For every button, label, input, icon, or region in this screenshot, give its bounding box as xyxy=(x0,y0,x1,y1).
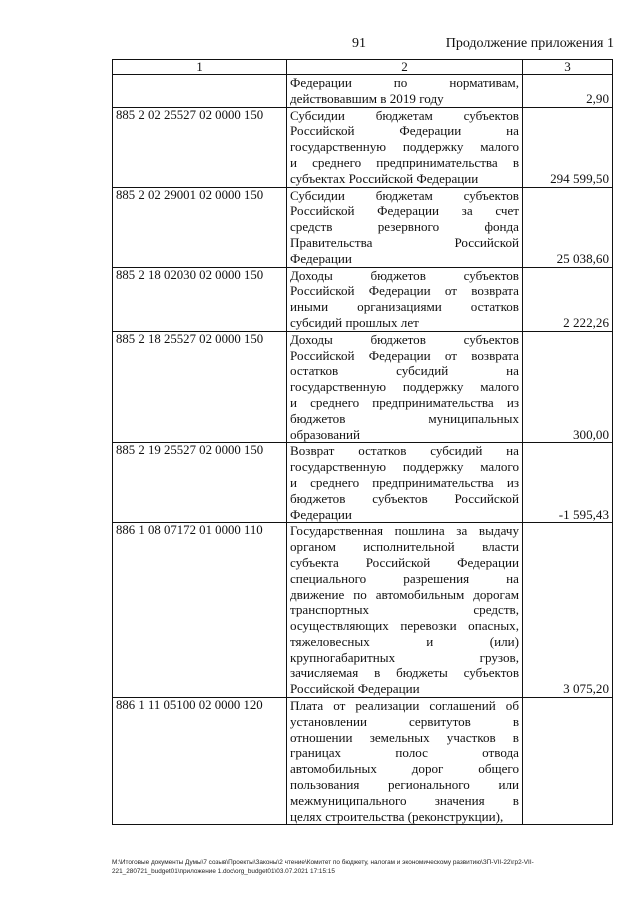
table-row xyxy=(113,523,613,698)
income-name-line: Российской Федерации xyxy=(290,681,420,697)
income-name-line: и среднего предпринимательства из xyxy=(290,394,519,410)
income-name-line: субъектах Российской Федерации xyxy=(290,170,479,186)
header-row xyxy=(113,60,613,75)
income-name-cell xyxy=(287,331,523,443)
income-code-cell xyxy=(113,75,287,108)
income-code-cell: 886 1 08 07172 01 0000 110 xyxy=(113,523,287,698)
table-row xyxy=(113,331,613,443)
income-name-line: Российской Федерации за счет xyxy=(290,203,519,219)
amount-cell: 294 599,50 xyxy=(523,107,613,187)
table-row xyxy=(113,698,613,825)
income-name-line: средств резервного фонда xyxy=(290,219,519,235)
income-name-line: пользования регионального или xyxy=(290,777,519,793)
income-name-line: транспортных средств, xyxy=(290,602,519,618)
income-name-cell xyxy=(287,187,523,267)
table-row xyxy=(113,187,613,267)
income-code-cell: 885 2 19 25527 02 0000 150 xyxy=(113,443,287,523)
income-name-line: Доходы бюджетов субъектов xyxy=(290,331,519,347)
table-row xyxy=(113,75,613,108)
income-name-line: осуществляющих перевозки опасных, xyxy=(290,618,519,634)
amount-cell: 3 075,20 xyxy=(523,523,613,698)
amount-cell: 2,90 xyxy=(523,75,613,108)
file-path-footer: M:\Итоговые документы Думы\7 созыв\Проекты\Законы\2 чтение\Комитет по бюджету, налогам и экономическому развитию\ЗП-VII-22\гр2-VII-221_280721_budget01\приложение 1.doc\org_budget01\03.07.2021 17:15:15 xyxy=(112,859,534,875)
income-name-cell xyxy=(287,75,523,108)
income-name-line: действовавшим в 2019 году xyxy=(290,90,444,106)
budget-table xyxy=(112,59,613,825)
income-name-line: специального разрешения на xyxy=(290,570,519,586)
income-name-line: и среднего предпринимательства из xyxy=(290,474,519,490)
income-name-line: автомобильных дорог общего xyxy=(290,761,519,777)
page-number: 91 xyxy=(352,36,366,51)
income-name-line: целях строительства (реконструкции), xyxy=(290,808,504,824)
income-name-line: Российской Федерации от возврата xyxy=(290,347,519,363)
income-name-line: Российской Федерации на xyxy=(290,123,519,139)
income-name-line: Государственная пошлина за выдачу xyxy=(290,523,519,539)
income-name-line: Субсидии бюджетам субъектов xyxy=(290,187,519,203)
income-name-line: субъекта Российской Федерации xyxy=(290,554,519,570)
table-row xyxy=(113,443,613,523)
income-name-line: Субсидии бюджетам субъектов xyxy=(290,107,519,123)
amount-cell: 25 038,60 xyxy=(523,187,613,267)
income-name-cell xyxy=(287,267,523,331)
income-name-line: субсидий прошлых лет xyxy=(290,314,419,330)
income-name-line: бюджетов муниципальных xyxy=(290,410,519,426)
continuation-label: Продолжение приложения 1 xyxy=(445,36,614,51)
income-name-line: Правительства Российской xyxy=(290,234,519,250)
income-name-line: Плата от реализации соглашений об xyxy=(290,698,519,714)
table-header xyxy=(113,60,613,75)
income-name-line: Российской Федерации от возврата xyxy=(290,283,519,299)
income-code-cell: 885 2 18 02030 02 0000 150 xyxy=(113,267,287,331)
income-name-line: и среднего предпринимательства в xyxy=(290,154,519,170)
income-name-line: установлении сервитутов в xyxy=(290,713,519,729)
table-row xyxy=(113,267,613,331)
income-name-line: границах полос отвода xyxy=(290,745,519,761)
income-name-line: тяжеловесных и (или) xyxy=(290,633,519,649)
amount-cell: -1 595,43 xyxy=(523,443,613,523)
income-name-line: Федерации по нормативам, xyxy=(290,75,519,90)
income-name-line: государственную поддержку малого xyxy=(290,379,519,395)
income-code-cell: 886 1 11 05100 02 0000 120 xyxy=(113,698,287,825)
income-name-line: образований xyxy=(290,426,361,442)
income-name-line: межмуниципального значения в xyxy=(290,792,519,808)
column-header-name: 2 xyxy=(287,60,523,75)
income-code-cell: 885 2 02 25527 02 0000 150 xyxy=(113,107,287,187)
income-name-line: крупногабаритных грузов, xyxy=(290,649,519,665)
income-name-line: государственную поддержку малого xyxy=(290,139,519,155)
income-name-line: Федерации xyxy=(290,250,352,266)
income-name-line: Возврат остатков субсидий на xyxy=(290,443,519,459)
income-name-line: движение по автомобильным дорогам xyxy=(290,586,519,602)
table-body xyxy=(113,75,613,825)
amount-cell: 2 222,26 xyxy=(523,267,613,331)
income-name-line: Федерации xyxy=(290,506,352,522)
income-name-line: Доходы бюджетов субъектов xyxy=(290,267,519,283)
income-name-line: зачисляемая в бюджеты субъектов xyxy=(290,665,519,681)
column-header-amount: 3 xyxy=(523,60,613,75)
income-code-cell: 885 2 18 25527 02 0000 150 xyxy=(113,331,287,443)
column-header-code: 1 xyxy=(113,60,287,75)
income-name-line: государственную поддержку малого xyxy=(290,459,519,475)
income-name-cell xyxy=(287,443,523,523)
income-name-cell xyxy=(287,698,523,825)
table-row xyxy=(113,107,613,187)
amount-cell xyxy=(523,698,613,825)
income-name-line: органом исполнительной власти xyxy=(290,539,519,555)
income-name-cell xyxy=(287,523,523,698)
income-code-cell: 885 2 02 29001 02 0000 150 xyxy=(113,187,287,267)
income-name-line: отношении земельных участков в xyxy=(290,729,519,745)
income-name-cell xyxy=(287,107,523,187)
amount-cell: 300,00 xyxy=(523,331,613,443)
income-name-line: бюджетов субъектов Российской xyxy=(290,490,519,506)
income-name-line: иными организациями остатков xyxy=(290,299,519,315)
income-name-line: остатков субсидий на xyxy=(290,363,519,379)
